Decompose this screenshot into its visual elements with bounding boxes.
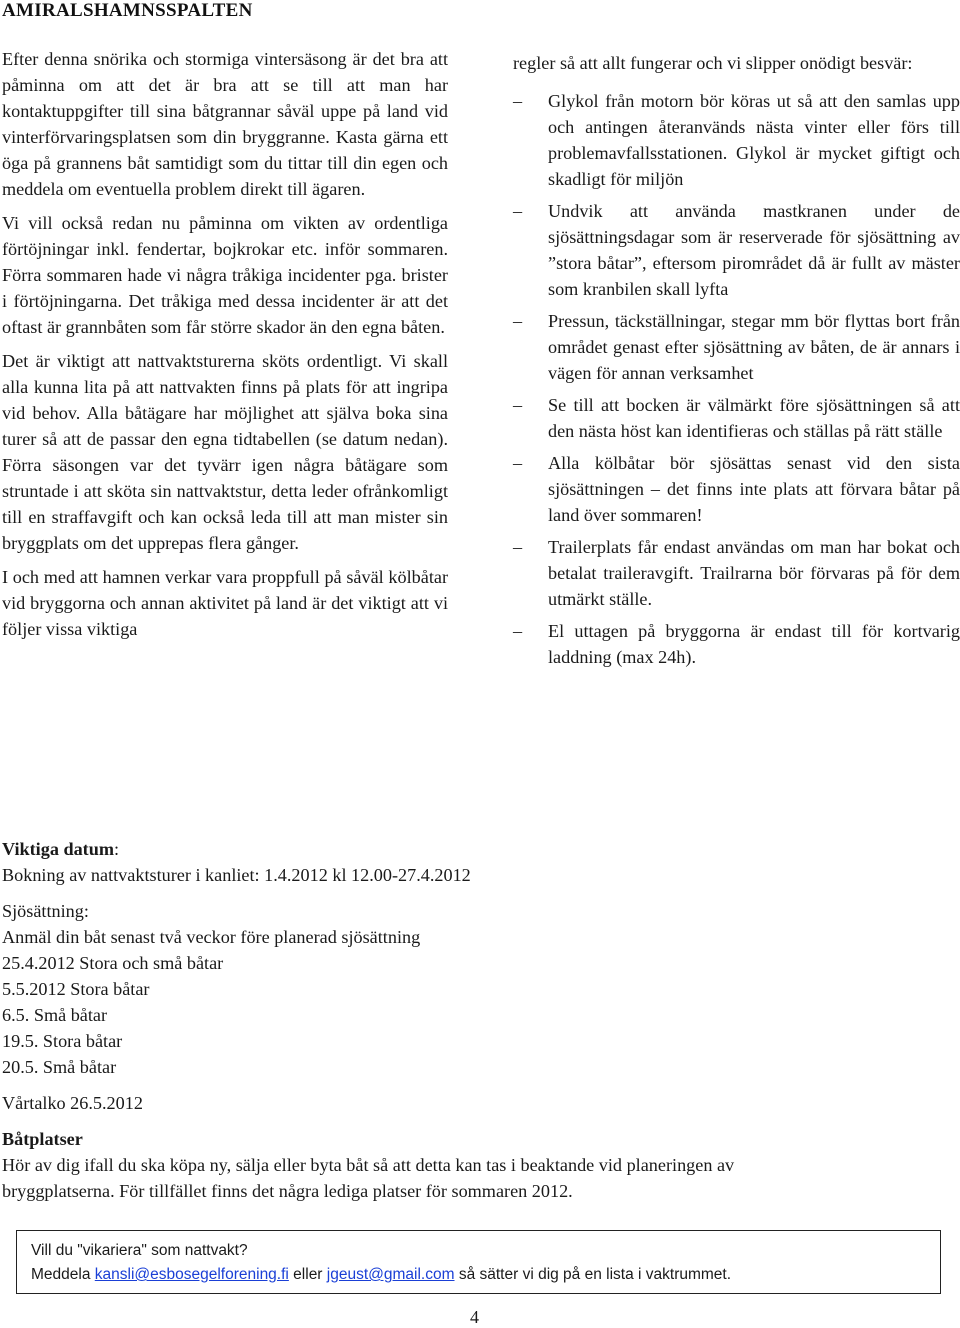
page-heading: AMIRALSHAMNSSPALTEN [2, 0, 253, 21]
dash-bullet: – [513, 311, 523, 331]
paragraph-contacts: Efter denna snörika och stormiga vintersäsong är det bra att påminna om att det är bra att se till att man har kontaktuppgifter till sina båtgrannar såväl uppe på land vid vinterförvaringsplatsen som din bryggranne. Kasta gärna ett öga på grannens båt samtidigt som du tittar till din egen och meddela om eventuella problem direkt till ägaren. [2, 49, 448, 199]
email-link-jgeust[interactable]: jgeust@gmail.com [326, 1266, 455, 1283]
rule-text: Glykol från motorn bör köras ut så att den samlas upp och antingen återanvänds nästa vinter eller förs till problemavfallsstationen. Glykol är mycket giftigt och skadligt för miljön [548, 91, 960, 189]
paragraph-harbour: I och med att hamnen verkar vara proppfull på såväl kölbåtar vid bryggorna och annan aktivitet på land är det viktigt att vi följer vissa viktiga [2, 567, 448, 639]
launch-title: Sjösättning: [2, 901, 89, 921]
launch-line: 19.5. Stora båtar [2, 1031, 123, 1051]
launch-line: 6.5. Små båtar [2, 1005, 108, 1025]
box-contact-line: Meddela kansli@esbosegelforening.fi eller jgeust@gmail.com så sätter vi dig på en lista i vaktrummet. [31, 1266, 732, 1283]
important-dates [2, 836, 942, 888]
paragraph-night-watch: Det är viktigt att nattvaktsturerna sköts ordentligt. Vi skall alla kunna lita på att nattvakten finns på plats för att ingripa vid behov. Alla båtägare har möjlighet att själva boka sina turer så att de passar den egna tidtabellen (se datum nedan). Förra säsongen var det tyvärr igen några båtägare som struntade i att sköta sin nattvaktstur, detta leder ofrånkomligt till en straffavgift och kan också leda till att man mister sin bryggplats om det upprepas flera gånger. [2, 351, 448, 553]
booking-date: Bokning av nattvaktsturer i kanliet: 1.4.2012 kl 12.00-27.4.2012 [2, 865, 471, 885]
rule-item [513, 450, 960, 528]
paragraph-moorings: Vi vill också redan nu påminna om vikten av ordentliga förtöjningar inkl. fendertar, bojkrokar etc. inför sommaren. Förra sommaren hade vi några tråkiga incidenter pga. brister i förtöjningarna. Det tråkiga med dessa incidenter är att det oftast är grannbåten som får större skador än den egna båten. [2, 213, 448, 337]
page-number: 4 [470, 1307, 479, 1327]
rules-intro: regler så att allt fungerar och vi slipper onödigt besvär: [513, 53, 913, 73]
berths-title: Båtplatser [2, 1129, 83, 1149]
right-column [513, 50, 960, 676]
rule-item [513, 618, 960, 670]
dash-bullet: – [513, 395, 523, 415]
berths-section [2, 1126, 942, 1204]
rule-item [513, 534, 960, 612]
berths-text: Hör av dig ifall du ska köpa ny, sälja eller byta båt så att detta kan tas i beaktande vid planeringen av [2, 1155, 735, 1175]
rule-text: Se till att bocken är välmärkt före sjösättningen så att den nästa höst kan identifieras och ställas på rätt ställe [548, 395, 960, 441]
dash-bullet: – [513, 453, 523, 473]
spring-party-date: Vårtalko 26.5.2012 [2, 1093, 143, 1113]
dates-title: Viktiga datum [2, 839, 115, 859]
night-watch-box [16, 1230, 941, 1294]
dash-bullet: – [513, 91, 523, 111]
dash-bullet: – [513, 537, 523, 557]
dash-bullet: – [513, 621, 523, 641]
email-link-kansli[interactable]: kansli@esbosegelforening.fi [94, 1266, 289, 1283]
dates-section [2, 836, 942, 1214]
launch-line: 25.4.2012 Stora och små båtar [2, 953, 224, 973]
rule-text: Alla kölbåtar bör sjösättas senast vid den sista sjösättningen – det finns inte plats att förvara båtar på land över sommaren! [548, 453, 960, 525]
rule-item [513, 198, 960, 302]
dates-colon: : [114, 839, 120, 859]
rule-item [513, 308, 960, 386]
left-column [2, 46, 448, 650]
dash-bullet: – [513, 201, 523, 221]
box-question: Vill du "vikariera" som nattvakt? [31, 1242, 248, 1259]
spring-party [2, 1090, 942, 1116]
rule-text: El uttagen på bryggorna är endast till för kortvarig laddning (max 24h). [548, 621, 960, 667]
launch-line: Anmäl din båt senast två veckor före planerad sjösättning [2, 927, 421, 947]
rule-item [513, 88, 960, 192]
rule-text: Pressun, täckställningar, stegar mm bör flyttas bort från området genast efter sjösättning av båten, de är annars i vägen för annan verksamhet [548, 311, 960, 383]
rule-text: Undvik att använda mastkranen under de sjösättningsdagar som är reserverade för sjösättning av ”stora båtar”, eftersom pirområdet då är fullt av mäster som kranbilen skall lyfta [548, 201, 960, 299]
rule-item [513, 392, 960, 444]
launch-line: 20.5. Små båtar [2, 1057, 117, 1077]
rule-text: Trailerplats får endast användas om man har bokat och betalat traileravgift. Trailrarna bör förvaras på för dem utmärkt ställe. [548, 537, 960, 609]
rules-list [513, 88, 960, 670]
launch-dates [2, 898, 942, 1080]
berths-text: bryggplatserna. För tillfället finns det några lediga platser för sommaren 2012. [2, 1181, 573, 1201]
launch-line: 5.5.2012 Stora båtar [2, 979, 150, 999]
